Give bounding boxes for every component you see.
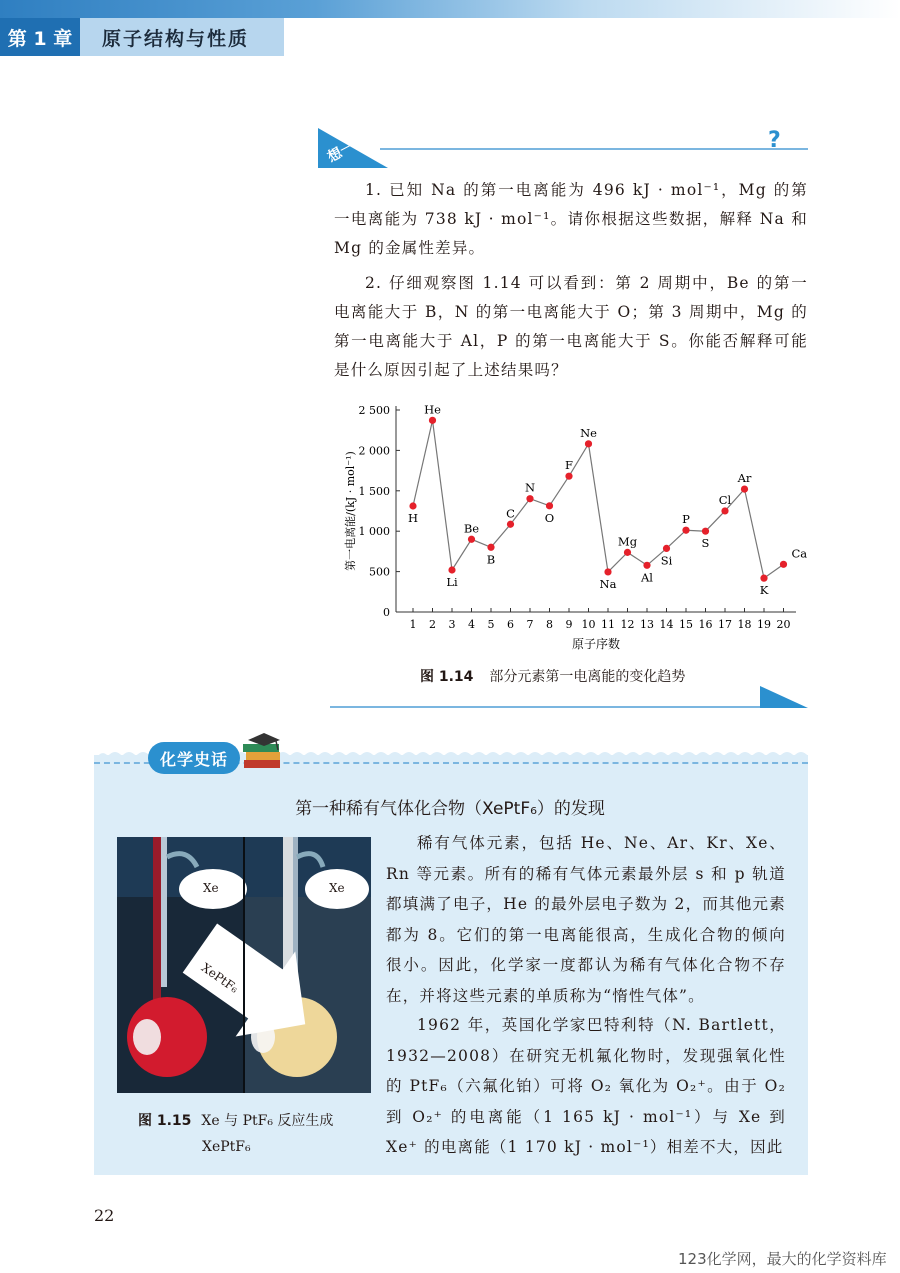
y-tick-label: 2 000 [358,444,390,458]
data-point [780,561,787,568]
point-label: Ne [580,425,597,440]
data-point [663,545,670,552]
history-paragraph-2: 1962 年，英国化学家巴特利特（N. Bartlett，1932—2008）在研究无机氟化物时，发现强氧化性的 PtF₆（六氟化铂）可将 O₂ 氧化为 O₂⁺。由于 O₂ 到 O₂⁺ 的电离能（1 165 kJ · mol⁻¹）与 Xe 到 Xe⁺ 的电离能（1 170 kJ · mol⁻¹）相差不大，因此 [386,1016,786,1156]
page-number: 22 [94,1206,115,1225]
y-tick-label: 1 500 [358,484,390,498]
data-point [487,544,494,551]
x-tick-label: 8 [546,618,553,631]
xe-reaction-photo [117,837,371,1093]
point-label: Mg [617,534,638,549]
point-label: F [565,458,573,473]
photo-label-arrow: XePtF₆ [198,960,241,996]
y-tick-label: 500 [369,565,390,579]
think-banner [318,128,388,168]
data-point [760,575,767,582]
photo-label-xe-right: Xe [329,881,345,895]
point-label: P [682,512,690,527]
data-point [643,562,650,569]
point-label: He [424,402,441,417]
data-point [409,502,416,509]
x-tick-label: 9 [565,618,573,631]
x-tick-label: 5 [487,618,495,631]
think-end-arrow [760,686,808,708]
think-end-divider [330,706,770,708]
photo-caption-line2: XePtF₆ [202,1139,251,1155]
chart-caption-text: 部分元素第一电离能的变化趋势 [489,669,686,685]
x-tick-label: 17 [718,618,732,631]
point-label: Ca [791,546,808,561]
data-point [526,495,533,502]
ionization-energy-chart [330,400,810,660]
data-point [682,527,689,534]
data-point [565,473,572,480]
photo-label-xe-left: Xe [203,881,219,895]
data-point [429,417,436,424]
x-tick-label: 18 [737,618,752,631]
chapter-label: 第 1 章 [0,18,80,56]
books-icon [240,730,286,776]
think-divider [380,148,808,150]
photo-caption [138,1108,358,1160]
x-tick-label: 12 [620,618,635,631]
x-tick-label: 16 [698,618,713,631]
x-tick-label: 13 [640,618,654,631]
x-tick-label: 20 [776,618,791,631]
photo-caption-number: 图 1.15 [138,1113,192,1129]
data-point [585,440,592,447]
data-point [546,502,553,509]
data-point [721,507,728,514]
history-title: 第一种稀有气体化合物（XePtF₆）的发现 [295,799,605,819]
x-tick-label: 10 [581,618,596,631]
y-tick-label: 0 [383,606,390,619]
y-axis-label: 第一电离能/(kJ · mol⁻¹) [344,451,357,571]
data-point [624,549,631,556]
point-label: Li [446,574,458,589]
footer-watermark: 123化学网，最大的化学资料库 [678,1250,887,1268]
think-question-2: 2. 仔细观察图 1.14 可以看到：第 2 周期中，Be 的第一电离能大于 B，N 的第一电离能大于 O；第 3 周期中，Mg 的第一电离能大于 Al，P 的第一电离能大于 S。你能否解释可能是什么原因引起了上述结果吗？ [334,274,808,379]
point-label: S [701,536,710,551]
point-label: Si [660,553,673,568]
x-tick-label: 14 [659,618,674,631]
chart-caption-number: 图 1.14 [420,669,474,685]
think-label: 想一想 [325,131,370,166]
data-point [702,528,709,535]
x-tick-label: 15 [679,618,693,631]
think-question-1: 1. 已知 Na 的第一电离能为 496 kJ · mol⁻¹，Mg 的第一电离能为 738 kJ · mol⁻¹。请你根据这些数据，解释 Na 和 Mg 的金属性差异。 [334,181,808,257]
x-tick-label: 4 [468,618,475,631]
point-label: O [544,510,555,525]
point-label: B [486,552,496,567]
point-label: Be [463,521,480,536]
chart-caption [420,666,685,686]
photo-caption-line1: Xe 与 PtF₆ 反应生成 [201,1113,334,1129]
y-tick-label: 1 000 [358,525,390,539]
x-tick-label: 3 [448,618,456,631]
point-label: C [506,506,515,521]
y-tick-label: 2 500 [358,404,390,417]
point-label: Na [599,576,617,591]
chapter-title: 原子结构与性质 [80,18,284,56]
data-point [448,566,455,573]
point-label: H [407,510,419,525]
x-tick-label: 1 [409,618,417,631]
data-point [507,521,514,528]
point-label: K [759,583,769,598]
point-label: Al [641,570,653,585]
point-label: N [524,480,536,495]
x-tick-label: 2 [429,618,436,631]
x-tick-label: 6 [507,618,514,631]
point-label: Cl [718,492,732,507]
x-axis-label: 原子序数 [571,637,621,651]
history-paragraph-1: 稀有气体元素，包括 He、Ne、Ar、Kr、Xe、Rn 等元素。所有的稀有气体元素最外层 s 和 p 轨道都填满了电子，He 的最外层电子数为 2，而其他元素都为 8。它们的第一电离能很高，生成化合物的倾向很小。因此，化学家一度都认为稀有气体化合物不存在，并将这些元素的单质称为“惰性气体”。 [386,834,786,1005]
x-tick-label: 19 [757,618,771,631]
question-icon: ? [768,128,781,153]
x-tick-label: 7 [526,618,534,631]
data-point [741,486,748,493]
history-label: 化学史话 [148,742,240,774]
data-point [604,568,611,575]
data-point [468,536,475,543]
header-band [0,0,900,18]
x-tick-label: 11 [601,618,615,631]
point-label: Ar [737,471,752,486]
